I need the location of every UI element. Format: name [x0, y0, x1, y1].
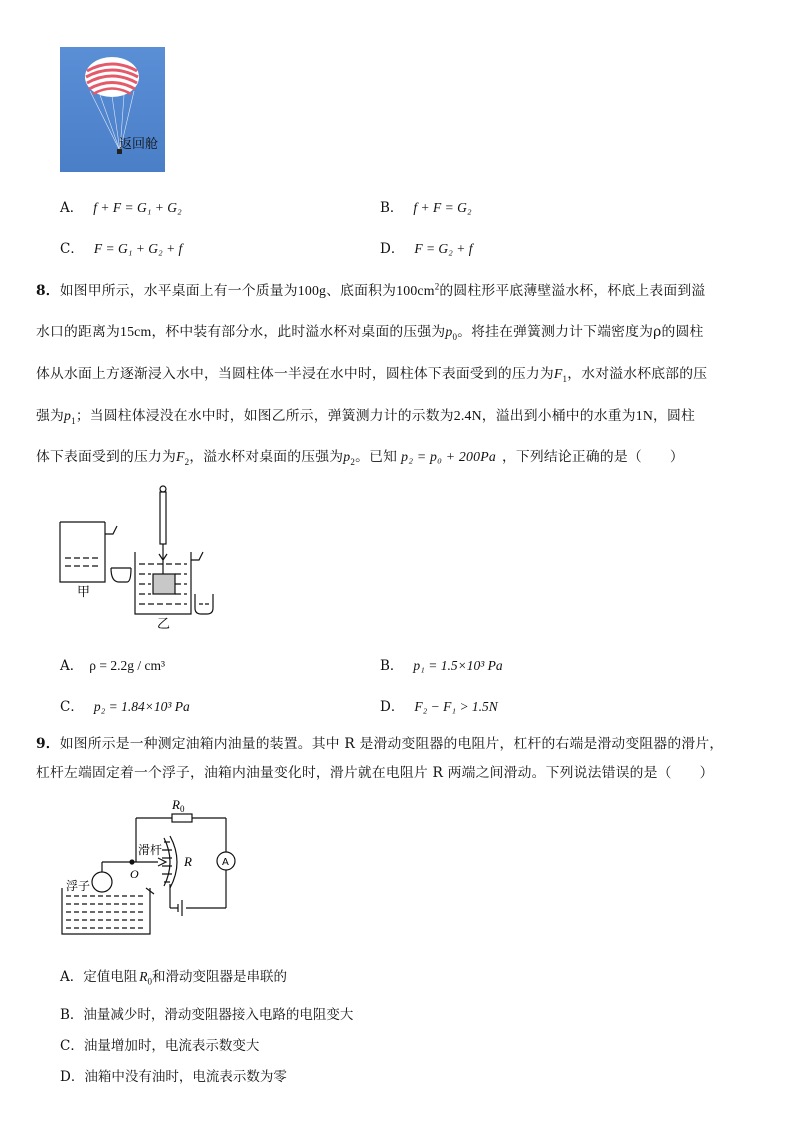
- q9-number: 9．: [36, 736, 60, 752]
- resistor-r0: [172, 814, 192, 822]
- q8-option-d-eq: F₂ − F₁ > 1.5N: [414, 699, 498, 714]
- q8-line-1: 8．如图甲所示，水平桌面上有一个质量为100g、底面积为$100cm^2$的圆柱形平底薄壁溢水杯，杯底上表面到溢: [36, 281, 706, 299]
- q7-option-b-eq: f + F = G₂: [413, 200, 472, 215]
- oil-gauge-circuit: [58, 792, 248, 938]
- capsule-photo: [60, 47, 165, 172]
- q8-option-c[interactable]: C． p₂ = 1.84×10³ Pa: [60, 699, 190, 715]
- q8-option-d[interactable]: D． F₂ − F₁ > 1.5N: [380, 699, 498, 715]
- slider-tip: [158, 858, 166, 866]
- q9-option-a[interactable]: A．定值电阻 $R_0$和滑动变阻器是串联的: [60, 969, 287, 987]
- rheostat-r: [170, 836, 177, 888]
- q8-figure: [55, 482, 225, 630]
- cup-jia: [60, 522, 105, 582]
- q7-option-d[interactable]: D． F = G₂ + f: [380, 241, 473, 257]
- q7-option-a-eq: f + F = G₁ + G₂: [93, 200, 182, 215]
- parachute-image: [60, 47, 165, 172]
- label-yi: 乙: [157, 617, 171, 630]
- label-jia: 甲: [77, 585, 91, 600]
- q7-option-a[interactable]: A． f + F = G₁ + G₂: [60, 200, 182, 216]
- capsule-label: 返回舱: [119, 137, 159, 152]
- q8-line-4: 强为$p_1$；当圆柱体浸没在水中时，如图乙所示，弹簧测力计的示数为2.4N，溢出到小桶中的水重为1N，圆柱: [36, 408, 695, 426]
- q7-option-c-eq: F = G₁ + G₂ + f: [93, 241, 183, 256]
- label-float: 浮子: [66, 879, 91, 893]
- q8-line-5: 体下表面受到的压力为$F_2$，溢水杯对桌面的压强为$p_2$。已知 p₂ = p₀ + 200Pa ，下列结论正确的是（ ）: [36, 449, 684, 467]
- float: [92, 872, 112, 892]
- q8-option-a[interactable]: A． ρ = 2.2g / cm³: [60, 658, 166, 674]
- small-bucket-yi: [195, 594, 213, 614]
- q8-option-b[interactable]: B． p₁ = 1.5×10³ Pa: [380, 658, 503, 674]
- q9-line-1: 9．如图所示是一种测定油箱内油量的装置。其中 R 是滑动变阻器的电阻片，杠杆的右端是滑动变阻器的滑片，: [36, 736, 724, 752]
- q8-known-eq: p₂ = p₀ + 200Pa: [401, 449, 496, 464]
- label-ammeter: A: [222, 857, 229, 868]
- cylinder: [153, 574, 175, 594]
- label-slider: 滑杆: [138, 843, 163, 857]
- parachute-canopy: [85, 57, 139, 97]
- q9-figure: [58, 792, 248, 938]
- label-r0: $R_0$: [172, 797, 185, 814]
- q7-option-b[interactable]: B． f + F = G₂: [380, 200, 472, 216]
- pivot-o: [130, 860, 134, 864]
- q8-number: 8．: [36, 283, 60, 299]
- q8-line-3: 体从水面上方逐渐浸入水中，当圆柱体一半浸在水中时，圆柱体下表面受到的压力为$F_1$，水对溢水杯底部的压: [36, 366, 708, 384]
- q8-option-b-eq: p₁ = 1.5×10³ Pa: [413, 658, 503, 673]
- q7-option-d-eq: F = G₂ + f: [414, 241, 473, 256]
- oil-tank: [62, 888, 150, 934]
- q7-option-c[interactable]: C． F = G₁ + G₂ + f: [60, 241, 183, 257]
- q9-option-d[interactable]: D．油箱中没有油时，电流表示数为零: [60, 1069, 287, 1085]
- spring-scale: [160, 492, 166, 544]
- q8-line-2: 水口的距离为15cm，杯中装有部分水，此时溢水杯对桌面的压强为$p_0$。将挂在弹簧测力计下端密度为ρ的圆柱: [36, 324, 704, 342]
- small-bucket-jia: [111, 568, 131, 582]
- q9-line-2: 杠杆左端固定着一个浮子，油箱内油量变化时，滑片就在电阻片 R 两端之间滑动。下列说法错误的是（ ）: [36, 765, 714, 781]
- overflow-cup-diagram: [55, 482, 225, 630]
- q9-option-b[interactable]: B．油量减少时，滑动变阻器接入电路的电阻变大: [60, 1007, 354, 1023]
- label-o: O: [130, 867, 139, 881]
- spring-scale-hook: [160, 486, 166, 492]
- q8-option-c-eq: p₂ = 1.84×10³ Pa: [93, 699, 190, 714]
- q8-option-a-eq: ρ = 2.2g / cm³: [89, 658, 166, 673]
- label-r: R: [184, 854, 192, 869]
- q9-option-c[interactable]: C．油量增加时，电流表示数变大: [60, 1038, 260, 1054]
